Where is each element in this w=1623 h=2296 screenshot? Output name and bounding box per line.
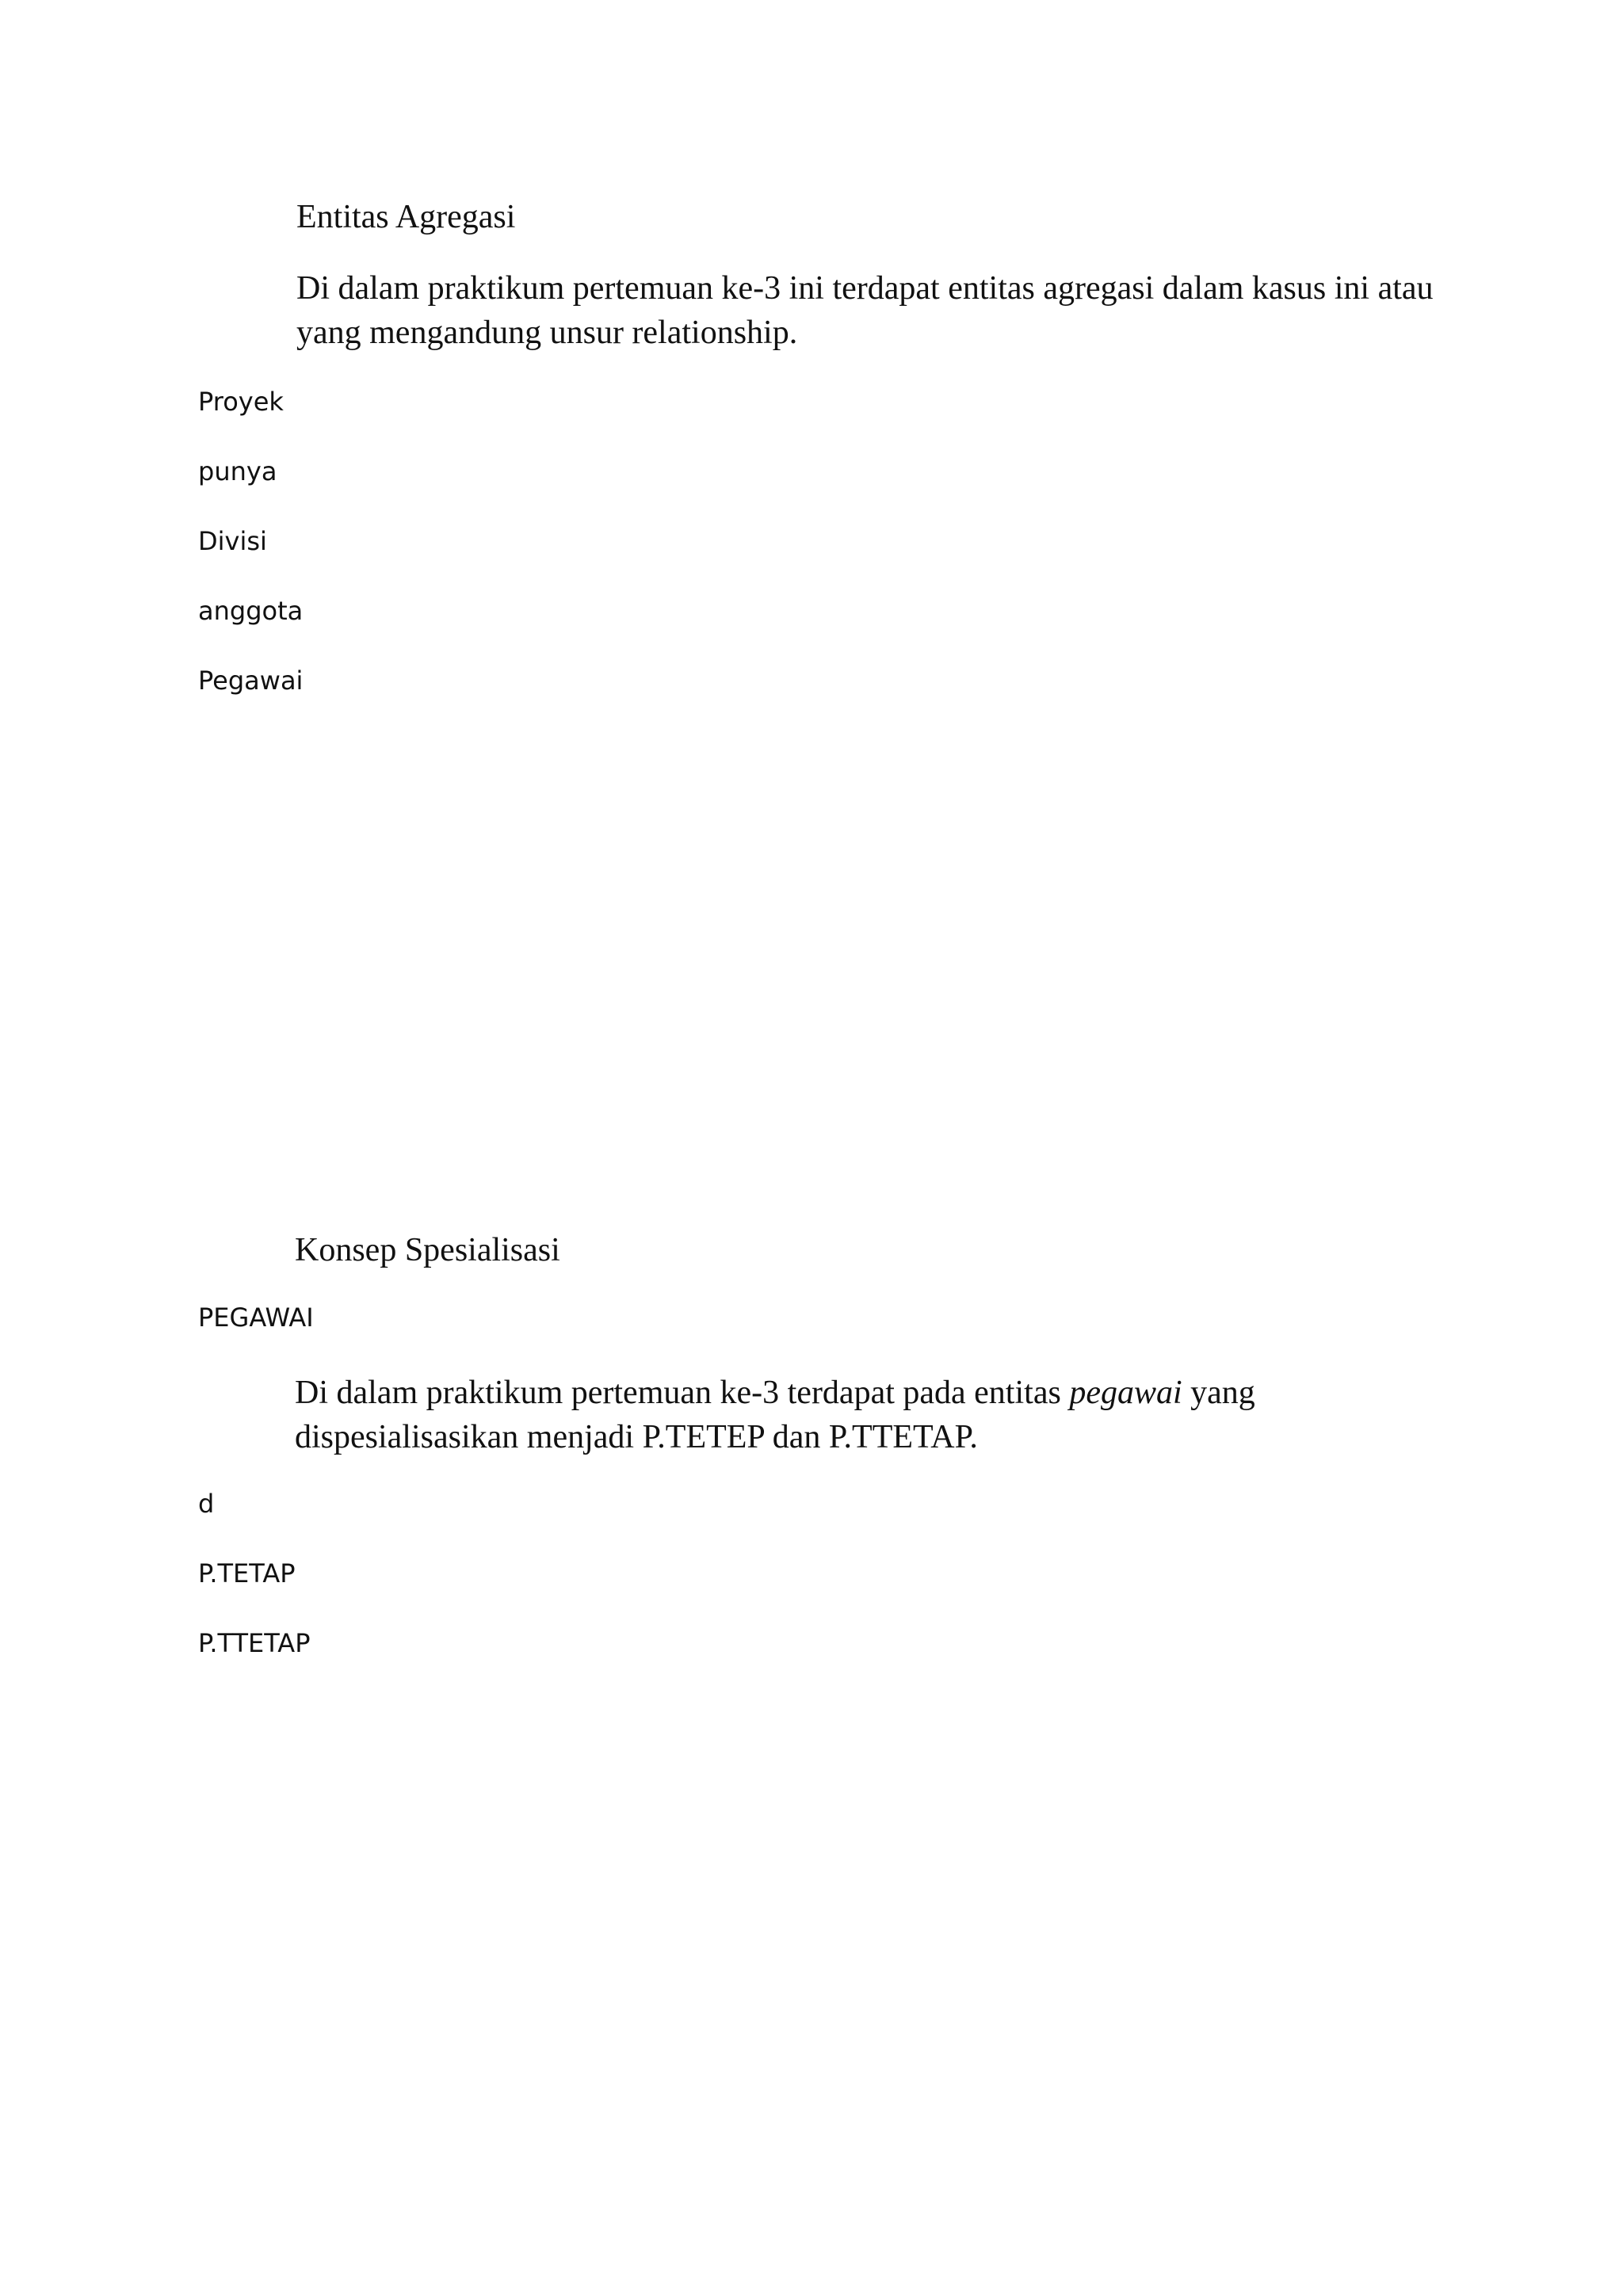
paragraph-line-2: dispesialisasikan menjadi P.TETEP dan P.TTETAP. <box>295 1419 978 1455</box>
diagram-label-proyek: Proyek <box>198 387 284 417</box>
paragraph-text: yang <box>1182 1375 1255 1411</box>
diagram-label-p-ttetap: P.TTETAP <box>198 1628 311 1658</box>
paragraph-line-1 <box>295 1371 1531 1415</box>
section-paragraph-agregasi <box>296 266 1533 355</box>
diagram-label-anggota: anggota <box>198 596 304 626</box>
paragraph-emphasis: pegawai <box>1069 1375 1182 1411</box>
section-heading-konsep-spesialisasi: Konsep Spesialisasi <box>295 1232 560 1268</box>
paragraph-line-1: Di dalam praktikum pertemuan ke-3 ini terdapat entitas agregasi dalam kasus ini atau <box>296 270 1434 307</box>
section-heading-entitas-agregasi: Entitas Agregasi <box>296 199 516 235</box>
diagram-label-pegawai-upper: PEGAWAI <box>198 1302 314 1333</box>
diagram-label-pegawai: Pegawai <box>198 666 304 696</box>
section-paragraph-spesialisasi <box>295 1371 1531 1459</box>
paragraph-text: Di dalam praktikum pertemuan ke-3 terdapat pada entitas <box>295 1375 1070 1411</box>
diagram-label-punya: punya <box>198 456 277 486</box>
diagram-label-d: d <box>198 1489 215 1519</box>
diagram-label-divisi: Divisi <box>198 526 267 556</box>
diagram-label-p-tetap: P.TETAP <box>198 1558 296 1589</box>
paragraph-line-2: yang mengandung unsur relationship. <box>296 315 798 351</box>
